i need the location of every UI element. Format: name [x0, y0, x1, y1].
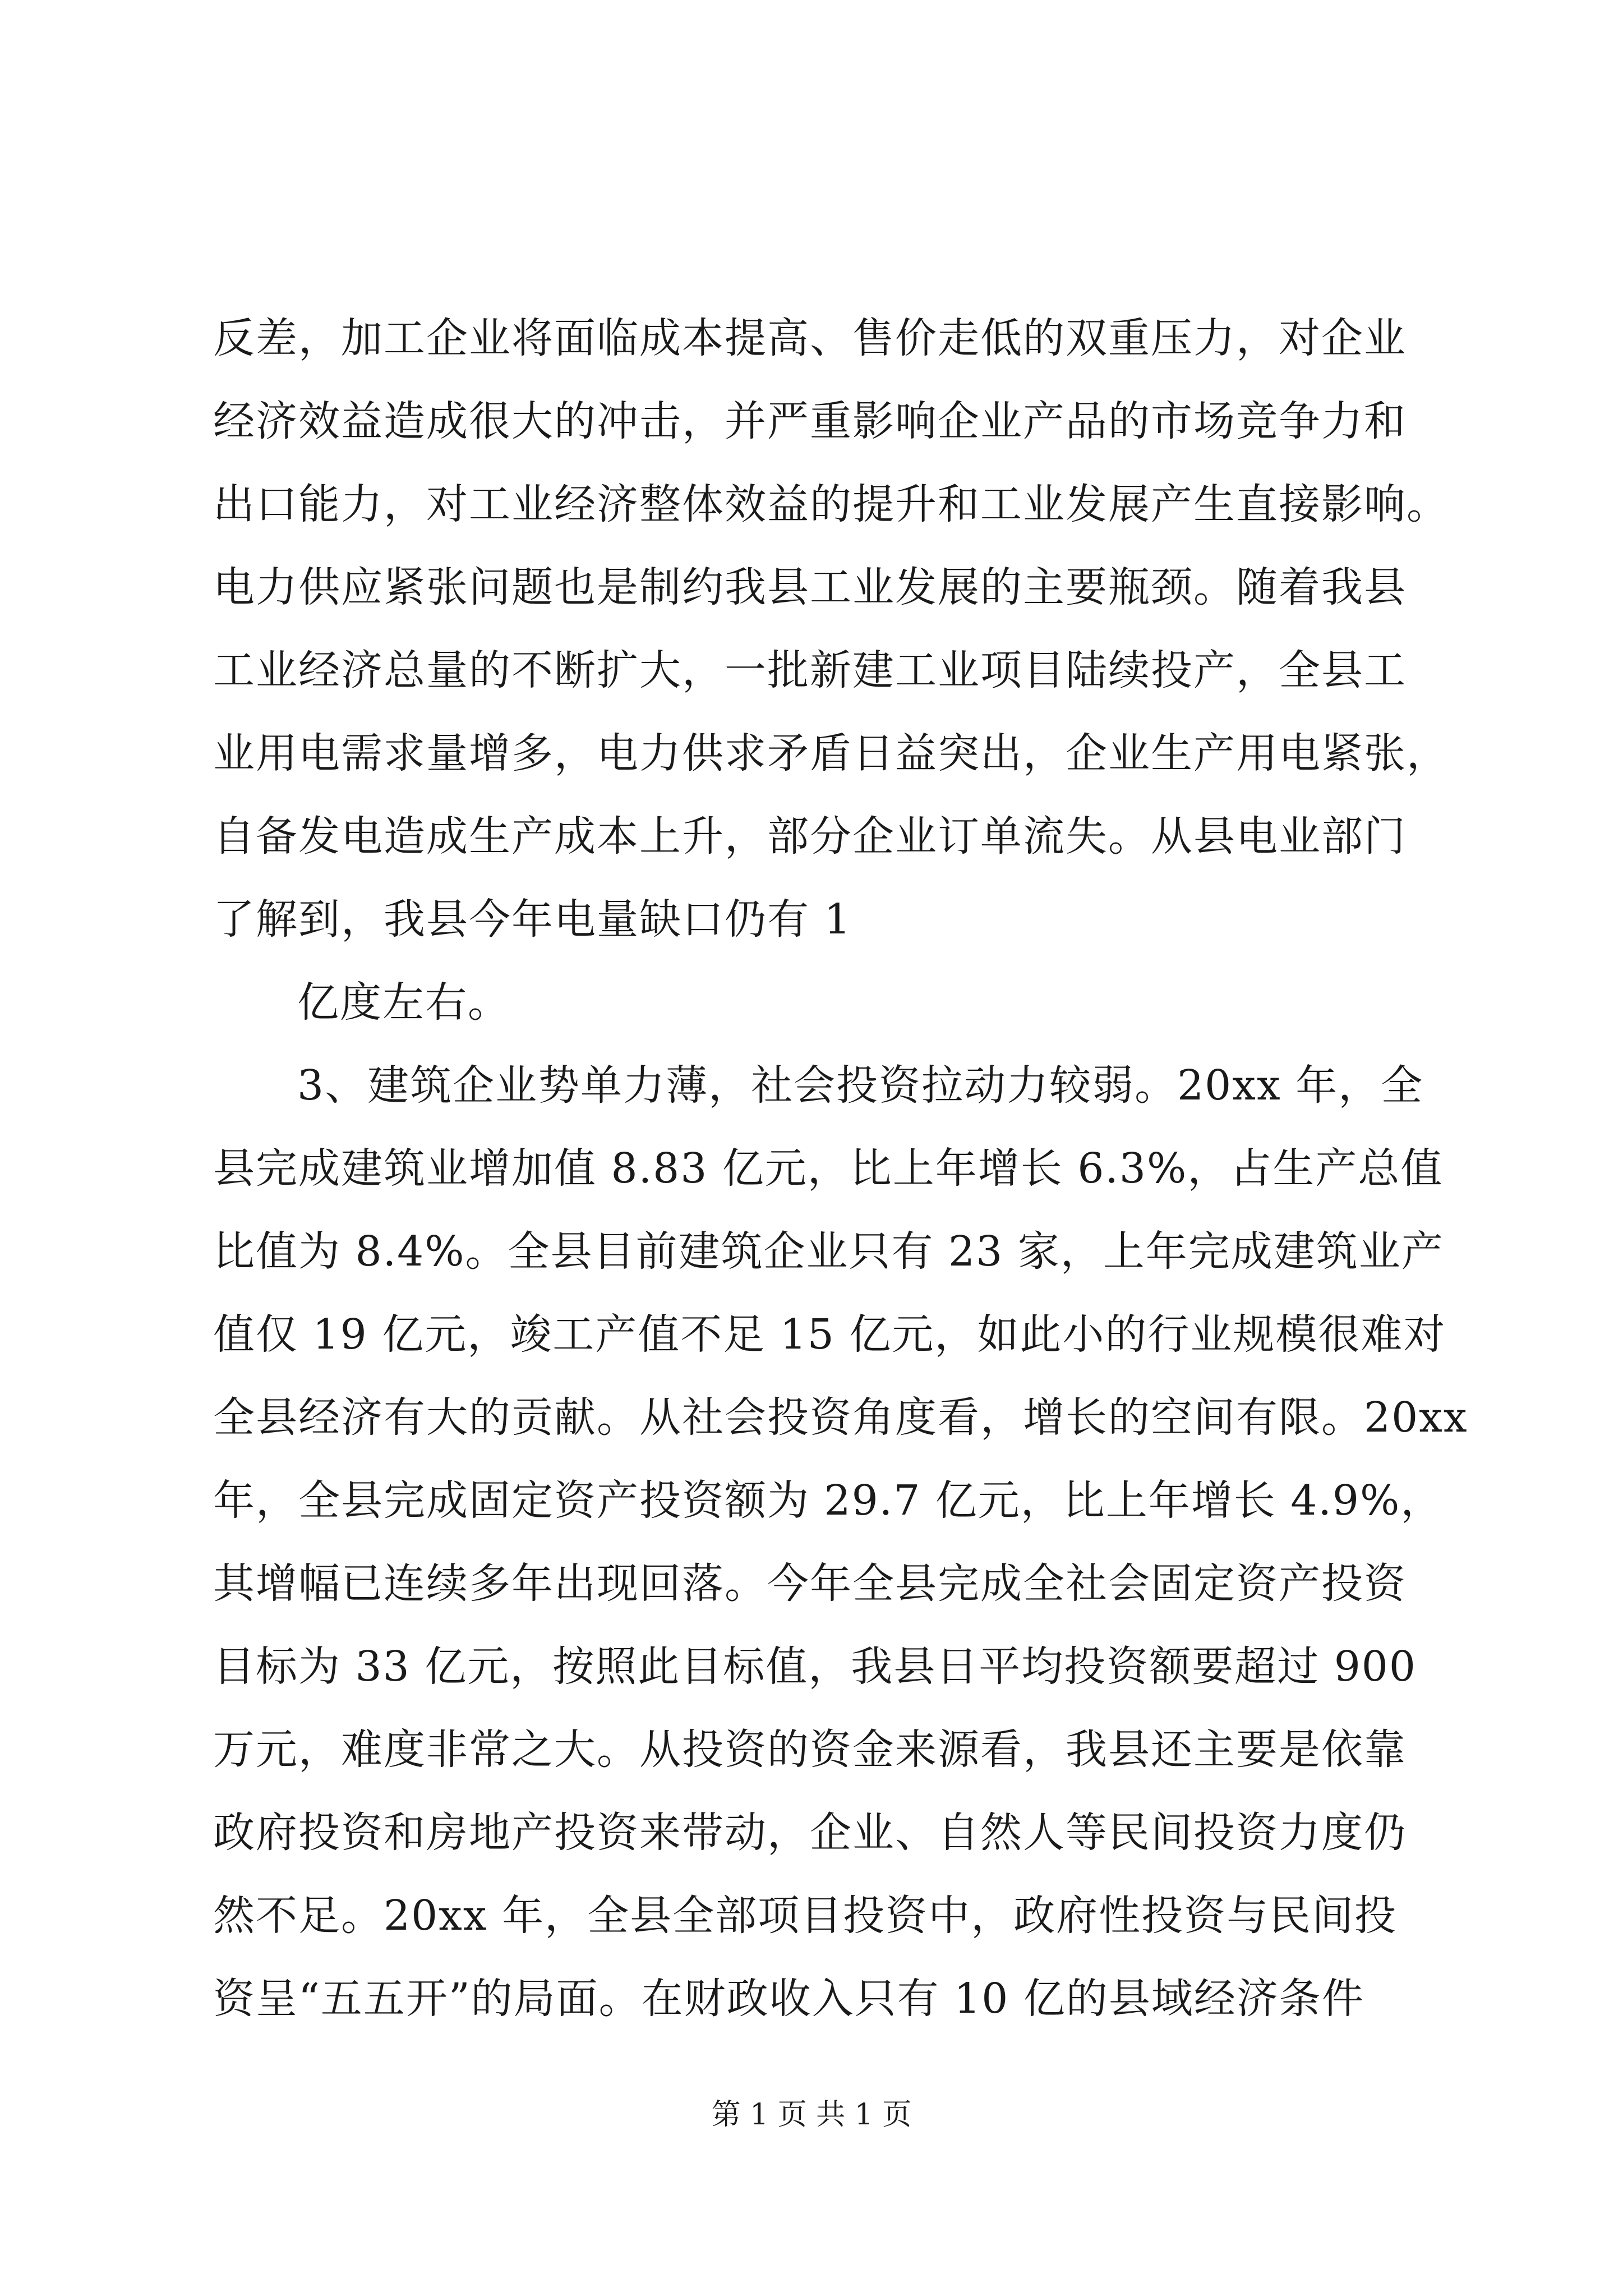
text-line-17: 目标为 33 亿元，按照此目标值，我县日平均投资额要超过 900	[213, 1642, 1417, 1691]
text-line-16: 其增幅已连续多年出现回落。今年全县完成全社会固定资产投资	[213, 1559, 1407, 1608]
text-line-4: 电力供应紧张问题也是制约我县工业发展的主要瓶颈。随着我县	[213, 563, 1407, 611]
text-line-14: 全县经济有大的贡献。从社会投资角度看，增长的空间有限。20xx	[213, 1393, 1468, 1442]
text-line-9: 亿度左右。	[297, 978, 510, 1027]
text-line-15: 年，全县完成固定资产投资额为 29.7 亿元，比上年增长 4.9%，	[213, 1476, 1444, 1525]
text-line-21: 资呈“五五开”的局面。在财政收入只有 10 亿的县域经济条件	[213, 1975, 1364, 2023]
text-line-20: 然不足。20xx 年，全县全部项目投资中，政府性投资与民间投	[213, 1892, 1398, 1940]
text-line-1: 反差，加工企业将面临成本提高、售价走低的双重压力，对企业	[213, 314, 1407, 362]
text-line-7: 自备发电造成生产成本上升，部分企业订单流失。从县电业部门	[213, 812, 1407, 861]
text-line-8: 了解到，我县今年电量缺口仍有 1	[213, 895, 852, 944]
page-number-footer: 第 1 页 共 1 页	[711, 2098, 912, 2132]
text-line-13: 值仅 19 亿元，竣工产值不足 15 亿元，如此小的行业规模很难对	[213, 1310, 1446, 1359]
text-line-2: 经济效益造成很大的冲击，并严重影响企业产品的市场竞争力和	[213, 397, 1407, 445]
text-line-12: 比值为 8.4%。全县目前建筑企业只有 23 家，上年完成建筑业产	[213, 1227, 1444, 1276]
text-line-18: 万元，难度非常之大。从投资的资金来源看，我县还主要是依靠	[213, 1726, 1407, 1774]
text-line-5: 工业经济总量的不断扩大，一批新建工业项目陆续投产，全县工	[213, 646, 1407, 694]
text-line-19: 政府投资和房地产投资来带动，企业、自然人等民间投资力度仍	[213, 1809, 1407, 1857]
text-line-6: 业用电需求量增多，电力供求矛盾日益突出，企业生产用电紧张，	[213, 729, 1449, 777]
text-line-11: 县完成建筑业增加值 8.83 亿元，比上年增长 6.3%，占生产总值	[213, 1144, 1444, 1193]
text-line-3: 出口能力，对工业经济整体效益的提升和工业发展产生直接影响。	[213, 480, 1449, 528]
section-3-first-line: 3、建筑企业势单力薄，社会投资拉动力较弱。20xx 年，全	[297, 1061, 1424, 1110]
